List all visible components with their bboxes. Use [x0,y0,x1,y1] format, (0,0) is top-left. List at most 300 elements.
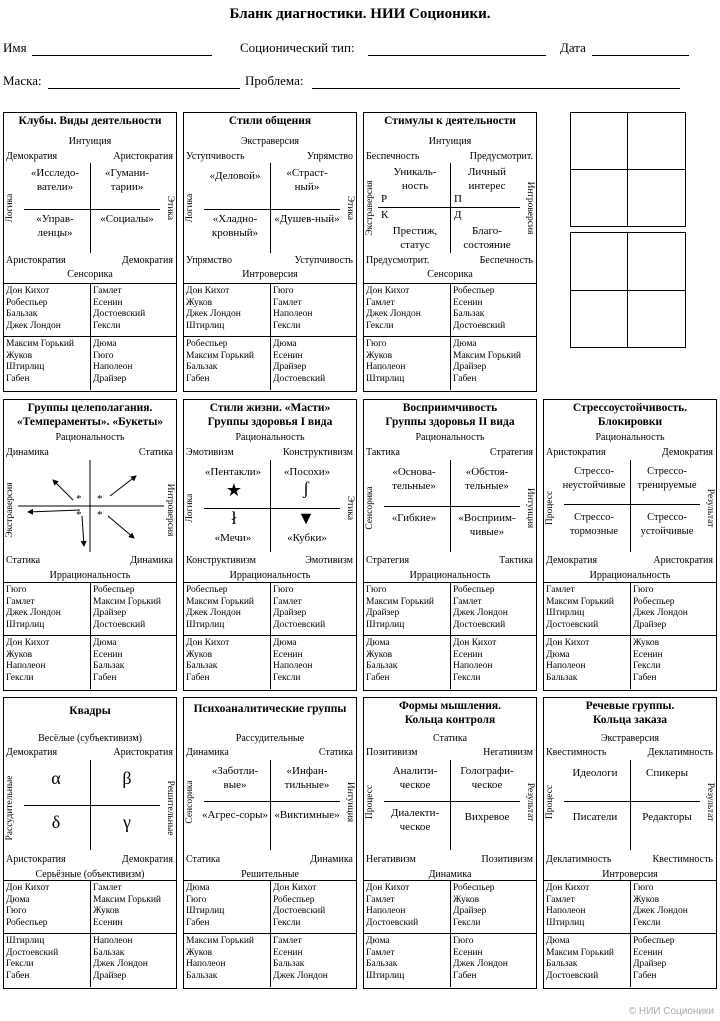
corner-br: Аристократия [653,555,713,566]
axis-top: Экстраверсия [240,136,300,147]
quadrant-tl: Аналити-ческое [392,765,438,791]
corner-tl: Демократия [6,151,58,162]
type-name: Дон Кихот [546,638,590,648]
quadrant-tr: «Страст-ный» [286,167,328,193]
corner-bl: Статика [6,555,41,566]
type-name: Дон Кихот [273,883,317,893]
corner-tr: Статика [138,447,173,458]
type-list [273,936,328,982]
type-name: Гексли [453,672,481,683]
type-name: Габен [93,672,117,683]
type-name: Бальзак [186,362,218,372]
type-name: Гексли [6,959,34,969]
type-name: Драйзер [273,608,307,618]
quadrant-tr: Личный интерес [467,166,507,192]
type-list [453,339,521,385]
quadrant-bl: Писатели [572,811,618,823]
type-name: Дон Кихот [366,286,410,296]
type-name: Дюма [6,894,30,905]
quadra-beta: β [122,768,132,788]
type-list [453,936,508,982]
type-name: Бальзак [186,970,218,981]
type-name: Штирлиц [186,320,225,331]
type-name: Робеспьер [93,585,135,595]
panel-title: Формы мышления. Кольца контроля [399,700,501,726]
corner-br: Квестимность [652,854,713,865]
problem-field[interactable] [312,88,680,89]
type-name: Дон Кихот [366,883,410,893]
type-name: Наполеон [366,906,406,916]
panel-psycho [183,697,357,989]
type-name: Штирлиц [546,608,585,618]
type-name: Гексли [273,672,301,683]
type-name: Максим Горький [6,339,75,349]
quadrant-tr: Спикеры [646,767,688,779]
type-name: Максим Горький [186,596,255,607]
blank-grid-bottom[interactable] [570,232,686,348]
axis-right: Интроверсия [165,483,175,537]
type-name: Жуков [6,649,33,660]
type-name: Робеспьер [273,894,315,905]
corner-br: Динамика [130,555,173,566]
corner-bl: Предусмотрит. [366,255,430,266]
type-name: Дюма [93,339,117,349]
panel-title: Стимулы к деятельности [384,115,516,127]
type-name: Максим Горький [186,936,255,946]
corner-tl: Демократия [6,747,58,758]
type-list [93,638,124,684]
quadra-alpha: α [51,768,61,788]
quadrant-bl: «Мечи» [214,532,252,544]
star-mark: * [97,493,103,505]
type-name: Гамлет [546,585,575,595]
type-name: Наполеон [93,936,133,946]
type-name: Гамлет [453,596,482,607]
quadrant-tl: Идеологи [572,767,618,779]
type-name: Наполеон [366,362,406,372]
problem-label: Проблема: [245,73,304,88]
type-name: Бальзак [546,959,578,969]
type-list [366,585,434,631]
type-name: Достоевский [6,947,59,958]
axis-left: Логика [5,193,15,223]
type-name: Гексли [453,917,481,928]
date-label: Дата [560,40,586,55]
type-name: Робеспьер [453,883,495,893]
type-name: Дон Кихот [546,883,590,893]
type-name: Гексли [273,320,301,331]
type-list [453,286,505,332]
copyright: © НИИ Соционики [628,1006,714,1017]
type-name: Бальзак [366,661,398,671]
corner-bl: Конструктивизм [186,555,256,566]
quadrant-tl: «Основа-тельные» [392,466,436,492]
type-name: Гамлет [366,297,395,308]
quadra-gamma: γ [123,812,131,832]
type-name: Штирлиц [6,362,45,372]
corner-tl: Позитивизм [366,747,418,758]
type-name: Достоевский [93,619,146,630]
type-name: Бальзак [186,661,218,671]
axis-left: Рассудительные [5,775,15,841]
type-name: Штирлиц [546,917,585,928]
type-list [6,585,61,631]
axis-right: Результат [705,782,715,822]
axis-bottom: Иррациональность [409,570,491,581]
corner-tl: Динамика [6,447,49,458]
type-name: Драйзер [273,362,307,372]
type-name: Гюго [273,585,294,595]
quadrant-tr: «Гумани-тарии» [105,167,149,193]
type-name: Достоевский [546,619,599,630]
type-name: Джек Лондон [186,608,241,618]
type-name: Гюго [6,906,27,916]
type-name: Наполеон [93,362,133,372]
type-name: Гюго [6,585,27,595]
quadrant-br: Благо-состояние [463,225,511,251]
type-name: Жуков [633,894,660,905]
type-name: Робеспьер [453,585,495,595]
type-name: Драйзер [366,608,400,618]
letter-label: Д [454,209,462,221]
type-name: Бальзак [93,661,125,671]
type-name: Есенин [453,297,483,308]
type-name: Штирлиц [186,906,225,916]
type-name: Наполеон [186,959,226,969]
type-list [273,339,325,385]
type-name: Наполеон [6,661,46,671]
type-name: Дюма [273,339,297,349]
axis-left: Экстраверсия [365,180,375,236]
type-name: Жуков [186,297,213,308]
panel-title: Квадры [69,705,111,717]
name-label: Имя [3,40,27,55]
axis-left: Логика [185,493,195,523]
panel-title: Речевые группы. Кольца заказа [585,700,675,726]
quadrant-tr: «Обстоя-тельные» [465,466,509,492]
type-name: Гамлет [546,894,575,905]
date-field[interactable] [592,55,689,56]
type-name: Дюма [366,638,390,648]
type-name: Джек Лондон [93,959,148,969]
type-name: Есенин [93,649,123,660]
corner-br: Тактика [499,555,533,566]
quadrant-tl: «Пентакли» [204,466,262,478]
type-list [186,936,254,982]
axis-top: Весёлые (субъективизм) [38,733,142,744]
type-name: Жуков [366,350,393,361]
type-name: Драйзер [633,959,667,969]
quadrant-br: Стрессо-устойчивые [640,512,694,537]
axis-bottom: Иррациональность [49,570,131,581]
axis-bottom: Иррациональность [589,570,671,581]
type-list [6,638,49,684]
type-name: Достоевский [273,373,326,384]
type-name: Гамлет [6,596,35,607]
type-name: Дон Кихот [186,638,230,648]
corner-br: Уступчивость [294,255,353,266]
panel-title: Стили общения [228,115,312,127]
type-list [273,638,312,684]
corner-tr: Конструктивизм [283,447,353,458]
type-name: Робеспьер [6,917,48,928]
type-name: Есенин [273,649,303,660]
type-name: Дон Кихот [6,883,50,893]
type-name: Есенин [633,947,663,958]
type-name: Бальзак [6,309,38,319]
corner-bl: Демократия [546,555,598,566]
corner-tr: Статика [318,747,353,758]
type-name: Драйзер [453,906,487,916]
type-name: Штирлиц [6,619,45,630]
mask-field[interactable] [48,88,240,89]
type-name: Штирлиц [366,373,405,384]
axis-top: Рациональность [595,432,665,443]
type-name: Габен [633,970,657,981]
type-name: Джек Лондон [366,309,421,319]
type-name: Дон Кихот [6,638,50,648]
type-name: Гюго [366,585,387,595]
type-name: Дон Кихот [6,286,50,296]
corner-tl: Тактика [366,447,400,458]
type-name: Есенин [633,649,663,660]
type-name: Гюго [366,339,387,349]
type-name: Гюго [633,585,654,595]
type-list [633,585,688,631]
corner-tr: Деклатимность [647,747,713,758]
type-name: Джек Лондон [186,309,241,319]
type-name: Наполеон [273,661,313,671]
panel-quadras [3,697,177,989]
corner-tr: Негативизм [483,747,533,758]
type-list [453,883,495,929]
corner-tl: Динамика [186,747,229,758]
type-list [186,638,229,684]
panel-perception [363,399,537,691]
type-name: Дюма [366,936,390,946]
type-list [453,638,496,684]
panel-speech [543,697,717,989]
type-name: Наполеон [546,661,586,671]
type-name: Наполеон [546,906,586,916]
axis-right: Решительные [165,780,175,836]
type-name: Робеспьер [453,286,495,296]
type-name: Достоевский [453,320,506,331]
letter-label: П [454,193,462,205]
type-name: Гексли [273,917,301,928]
type-name: Габен [186,672,210,683]
type-list [366,883,418,929]
type-name: Дюма [546,649,570,660]
type-name: Робеспьер [186,585,228,595]
corner-tl: Эмотивизм [186,447,234,458]
corner-bl: Аристократия [6,854,66,865]
type-name: Габен [453,970,477,981]
type-name: Штирлиц [6,936,45,946]
type-list [186,585,254,631]
corner-br: Демократия [121,854,173,865]
quadra-delta: δ [51,812,61,832]
type-field[interactable] [368,55,546,56]
type-name: Гамлет [273,297,302,308]
panel-title: Стрессоустойчивость. Блокировки [572,402,688,428]
panel-suits [183,399,357,691]
mask-label: Маска: [3,73,42,88]
blank-grid-top[interactable] [570,112,686,227]
axis-top: Рациональность [415,432,485,443]
star-mark: * [76,493,82,505]
type-name: Жуков [186,947,213,958]
quadrant-tr: Стрессо-тренируемые [637,466,697,491]
type-list [93,585,161,631]
type-name: Есенин [453,947,483,958]
type-name: Максим Горький [186,350,255,361]
type-name: Бальзак [273,959,305,969]
axis-left: Сенсорика [365,486,375,530]
axis-left: Сенсорика [185,780,195,824]
quadrant-tl: «Деловой» [209,170,261,182]
quadrant-bl: «Управ-ленцы» [36,213,74,239]
type-list [93,339,132,385]
type-list [6,339,74,385]
type-list [546,936,614,982]
type-name: Максим Горький [453,350,522,361]
axis-right: Этика [345,195,355,221]
panel-stimuli [363,112,537,392]
type-name: Есенин [273,350,303,361]
corner-br: Беспечность [479,255,533,266]
type-name: Жуков [633,638,660,648]
axis-right: Результат [705,488,715,528]
type-name: Бальзак [93,947,125,958]
type-name: Робеспьер [633,936,675,946]
type-name: Максим Горький [546,596,615,607]
type-name: Драйзер [93,373,127,384]
name-field[interactable] [32,55,212,56]
corner-tl: Беспечность [366,151,420,162]
type-list [366,638,397,684]
axis-bottom: Интроверсия [242,269,298,280]
type-name: Габен [453,373,477,384]
type-list [6,286,61,332]
type-name: Робеспьер [6,297,48,308]
type-name: Драйзер [453,362,487,372]
type-name: Достоевский [273,619,326,630]
type-name: Драйзер [93,608,127,618]
corner-br: Демократия [121,255,173,266]
type-name: Дон Кихот [186,286,230,296]
form-title: Бланк диагностики. НИИ Соционики. [229,6,491,22]
panel-temperaments [3,399,177,691]
panel-title: Группы целеполагания. «Темпераменты». «Букеты» [16,402,164,428]
type-name: Гамлет [93,883,122,893]
type-name: Гамлет [273,936,302,946]
type-name: Гамлет [366,894,395,905]
axis-line-h [24,209,160,210]
axis-bottom: Серьёзные (объективизм) [35,869,145,880]
type-name: Джек Лондон [453,608,508,618]
type-list [633,936,675,982]
letter-label: Р [381,193,388,205]
type-name: Наполеон [273,309,313,319]
type-name: Гюго [273,286,294,296]
axis-bottom: Иррациональность [229,570,311,581]
letter-label: К [381,209,389,221]
type-name: Габен [6,373,30,384]
type-name: Дюма [546,936,570,946]
type-name: Штирлиц [186,619,225,630]
quadrant-br: «Виктимные» [274,809,340,821]
quadrant-tl: Уникаль-ность [393,166,437,192]
type-name: Дюма [453,339,477,349]
axis-bottom: Сенсорика [427,269,473,280]
type-name: Штирлиц [366,970,405,981]
pentacle-icon: ★ [225,480,243,500]
type-list [453,585,508,631]
panel-title: Психоаналитические группы [193,703,347,715]
type-list [186,286,241,332]
type-name: Джек Лондон [453,959,508,969]
type-name: Драйзер [93,970,127,981]
panel-clubs [3,112,177,392]
quadrant-tl: Стрессо-неустойчивые [562,466,626,491]
axis-top: Интуиция [428,136,472,147]
quadrant-tr: «Посохи» [283,466,331,478]
quadrant-bl: Диалекти-ческое [390,807,440,833]
type-name: Максим Горький [546,947,615,958]
corner-bl: Деклатимность [546,854,612,865]
type-name: Жуков [93,906,120,916]
type-name: Габен [186,917,210,928]
axis-left: Процесс [545,490,555,526]
type-name: Дюма [186,883,210,893]
corner-tr: Стратегия [489,447,533,458]
corner-tr: Предусмотрит. [469,151,533,162]
panel-title: Клубы. Виды деятельности [18,115,162,127]
type-name: Жуков [366,649,393,660]
type-list [633,883,688,929]
type-name: Бальзак [546,672,578,683]
quadrant-br: Вихревое [464,811,510,823]
type-name: Штирлиц [366,619,405,630]
quadrant-br: «Кубки» [287,532,327,544]
type-name: Габен [186,373,210,384]
type-name: Есенин [453,649,483,660]
axis-right: Интроверсия [525,181,535,235]
corner-bl: Негативизм [366,854,416,865]
type-list [546,585,614,631]
type-list [273,883,325,929]
axis-bottom: Интроверсия [602,869,658,880]
cup-icon: ▼ [297,508,315,528]
type-list [366,286,421,332]
type-name: Максим Горький [93,894,162,905]
panel-title: Восприимчивость Группы здоровья II вида [385,402,515,428]
quadrant-bl: «Агрес-соры» [202,809,268,821]
type-name: Гюго [93,350,114,361]
axis-bottom: Решительные [241,869,299,880]
type-name: Наполеон [453,661,493,671]
type-list [6,936,58,982]
sword-icon: ł [231,508,237,528]
type-list [186,883,224,929]
axis-top: Статика [432,733,468,744]
corner-tr: Аристократия [113,151,173,162]
type-name: Достоевский [546,970,599,981]
type-name: Гамлет [273,596,302,607]
quadrant-br: Редакторы [642,811,692,823]
axis-left: Процесс [545,784,555,820]
